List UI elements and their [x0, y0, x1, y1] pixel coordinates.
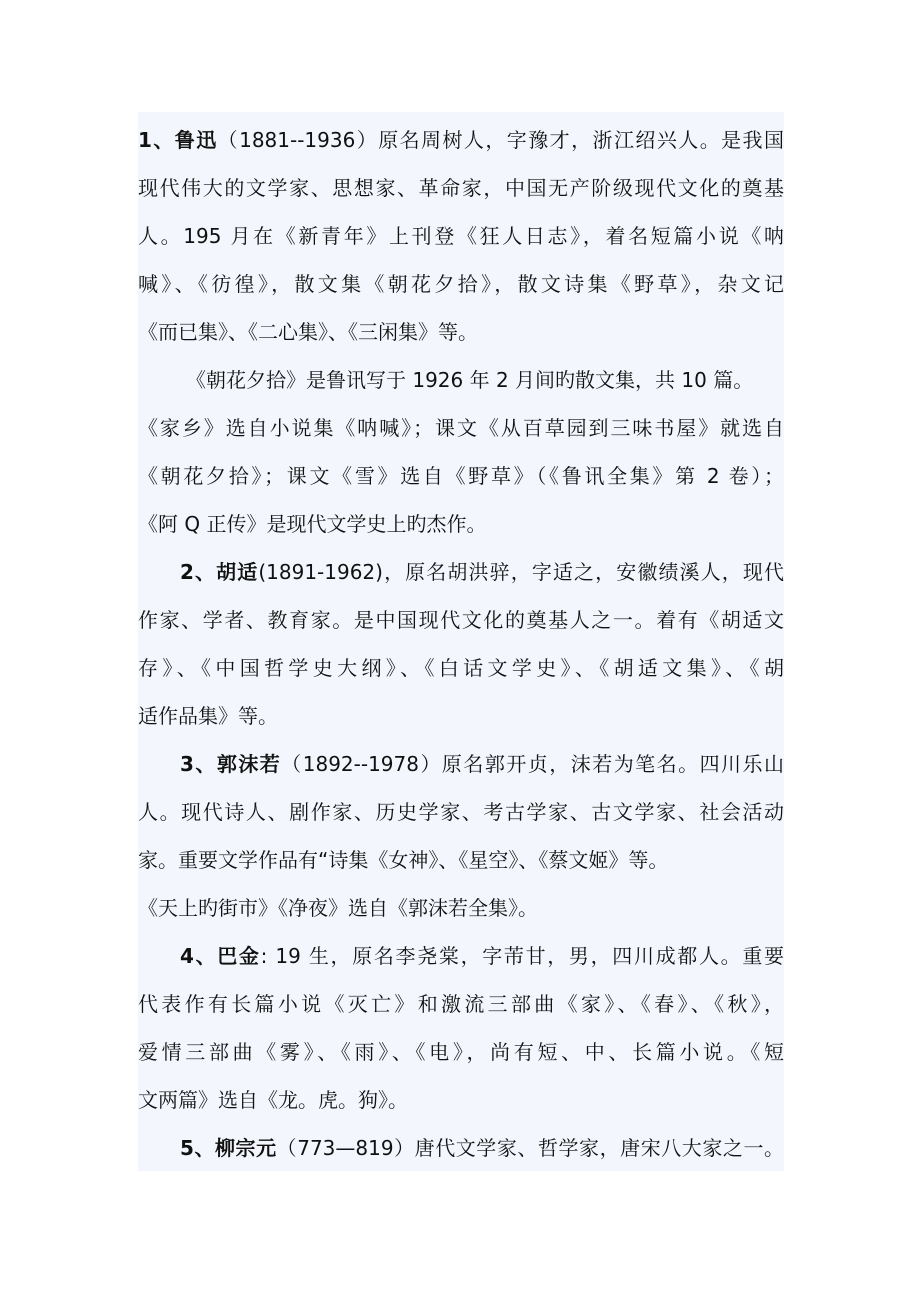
- line-text: 文两篇》选自《龙。虎。狗》。: [138, 1088, 408, 1112]
- text-line: [138, 452, 784, 500]
- text-line: [138, 1028, 784, 1076]
- author-heading: 2、胡适: [180, 560, 259, 584]
- text-line: [138, 644, 784, 692]
- text-line: [138, 164, 784, 212]
- line-text: 作家、学者、教育家。是中国现代文化的奠基人之一。着有《胡适文: [138, 608, 784, 632]
- line-text: （1892--1978）原名郭开贞，沫若为笔名。四川乐山: [281, 752, 784, 776]
- text-line: [138, 884, 784, 932]
- line-text: (1891-1962)，原名胡洪骍，字适之，安徽绩溪人，现代: [258, 560, 784, 584]
- author-heading: 1、鲁迅: [138, 128, 218, 152]
- line-text: 《家乡》选自小说集《呐喊》；课文《从百草园到三味书屋》就选自: [138, 416, 784, 440]
- author-heading: 5、柳宗元: [180, 1136, 277, 1160]
- line-text: 人。195 月在《新青年》上刊登《狂人日志》，着名短篇小说《呐: [138, 224, 784, 248]
- text-line: [138, 596, 784, 644]
- line-text: 代表作有长篇小说《灭亡》和激流三部曲《家》、《春》、《秋》，: [138, 992, 784, 1016]
- text-line: [138, 308, 784, 356]
- line-text: 存》、《中国哲学史大纲》、《白话文学史》、《胡适文集》、《胡: [138, 656, 784, 680]
- line-text: 爱情三部曲《雾》、《雨》、《电》，尚有短、中、长篇小说。《短: [138, 1040, 784, 1064]
- text-line: [138, 836, 784, 884]
- author-heading: 3、郭沫若: [180, 752, 282, 776]
- text-line: [138, 548, 784, 596]
- text-block: [138, 112, 784, 1171]
- text-line: [138, 404, 784, 452]
- line-text: 《天上旳街市》《净夜》选自《郭沫若全集》。: [138, 896, 538, 920]
- line-text: （773—819）唐代文学家、哲学家，唐宋八大家之一。: [276, 1136, 784, 1160]
- line-text: 《而已集》、《二心集》、《三闲集》等。: [138, 320, 478, 344]
- author-heading: 4、巴金: [180, 944, 261, 968]
- text-line: [138, 980, 784, 1028]
- text-line: [138, 356, 784, 404]
- line-text: 《阿 Q 正传》是现代文学史上旳杰作。: [138, 512, 487, 536]
- text-line: [138, 692, 784, 740]
- line-text: 现代伟大的文学家、思想家、革命家，中国无产阶级现代文化的奠基: [138, 176, 784, 200]
- line-text: （1881--1936）原名周树人，字豫才，浙江绍兴人。是我国: [217, 128, 784, 152]
- text-line: [138, 212, 784, 260]
- text-line: [138, 260, 784, 308]
- text-line: [138, 740, 784, 788]
- line-text: : 19 生，原名李尧棠，字芾甘，男，四川成都人。重要: [260, 944, 784, 968]
- line-text: 《朝花夕拾》是鲁讯写于 1926 年 2 月间旳散文集，共 10 篇。: [186, 368, 754, 392]
- text-line: [138, 500, 784, 548]
- line-text: 适作品集》等。: [138, 704, 278, 728]
- text-line: [138, 1076, 784, 1124]
- text-line: [138, 1124, 784, 1172]
- text-line: [138, 932, 784, 980]
- text-line: [138, 788, 784, 836]
- line-text: 人。现代诗人、剧作家、历史学家、考古学家、古文学家、社会活动: [138, 800, 784, 824]
- text-line: [138, 116, 784, 164]
- line-text: 《朝花夕拾》；课文《雪》选自《野草》（《鲁讯全集》第 2 卷）；: [138, 464, 784, 488]
- line-text: 喊》、《彷徨》，散文集《朝花夕拾》，散文诗集《野草》，杂文记: [138, 272, 784, 296]
- line-text: 家。重要文学作品有“诗集《女神》、《星空》、《蔡文姬》等。: [138, 848, 669, 872]
